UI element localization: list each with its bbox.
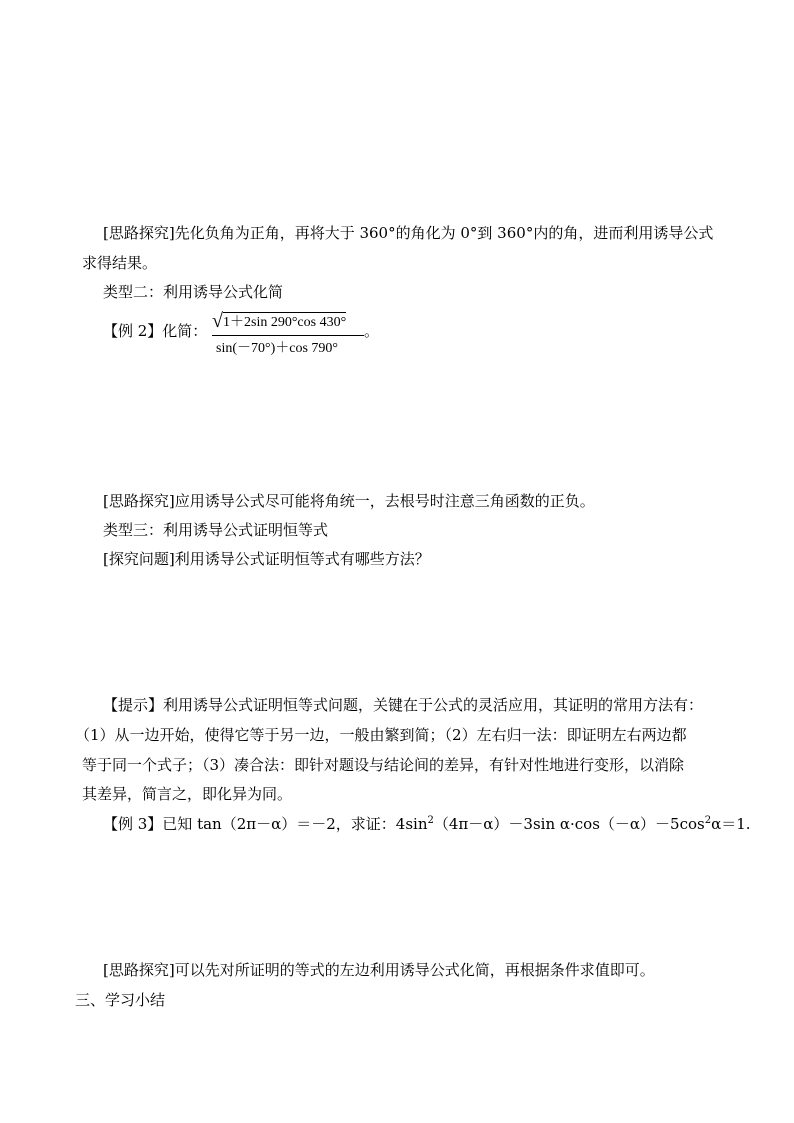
type-three-heading: 类型三：利用诱导公式证明恒等式	[103, 521, 329, 539]
explore-question: [探究问题]利用诱导公式证明恒等式有哪些方法？	[103, 550, 430, 568]
tip-line-4: 其差异，简言之，即化异为同。	[82, 785, 293, 803]
hint-line-1: [思路探究]先化负角为正角，再将大于 360°的角化为 0°到 360°内的角，进而利用诱导公式	[103, 224, 714, 242]
tip-line-3: 等于同一个式子；（3）凑合法：即针对题设与结论间的差异，有针对性地进行变形，以消除	[82, 756, 685, 774]
type-two-heading: 类型二：利用诱导公式化简	[103, 283, 284, 301]
example-2-label: 【例 2】化简：	[103, 322, 208, 340]
example-3-part-b: （4π－α）－3sin α·cos（－α）－5cos	[433, 815, 705, 833]
square-root-icon: √	[212, 310, 223, 332]
example-2-fraction	[212, 309, 364, 365]
fraction-denominator: sin(－70°)＋cos 790°	[216, 341, 339, 356]
example-2-period: 。	[364, 322, 380, 340]
example-3-exponent-2: 2	[704, 815, 712, 826]
radicand-text: 1＋2sin 290°cos 430°	[223, 312, 346, 332]
tip-line-1: 【提示】利用诱导公式证明恒等式问题，关键在于公式的灵活应用，其证明的常用方法有：	[103, 696, 704, 714]
hint-line-3: [思路探究]可以先对所证明的等式的左边利用诱导公式化简，再根据条件求值即可。	[103, 961, 655, 979]
example-3-exponent-1: 2	[427, 815, 434, 826]
hint-line-2: [思路探究]应用诱导公式尽可能将角统一，去根号时注意三角函数的正负。	[103, 492, 595, 510]
hint-line-1-cont: 求得结果。	[82, 254, 158, 272]
example-3-line	[103, 814, 751, 834]
example-3-part-a: 【例 3】已知 tan（2π－α）＝－2，求证：4sin	[103, 815, 428, 833]
tip-line-2: （1）从一边开始，使得它等于另一边，一般由繁到简；（2）左右归一法：即证明左右两边都	[75, 726, 687, 744]
section-three-heading: 三、学习小结	[75, 991, 166, 1009]
fraction-numerator	[212, 309, 362, 333]
fraction-bar	[212, 335, 364, 336]
example-3-part-c: α＝1.	[711, 815, 751, 833]
